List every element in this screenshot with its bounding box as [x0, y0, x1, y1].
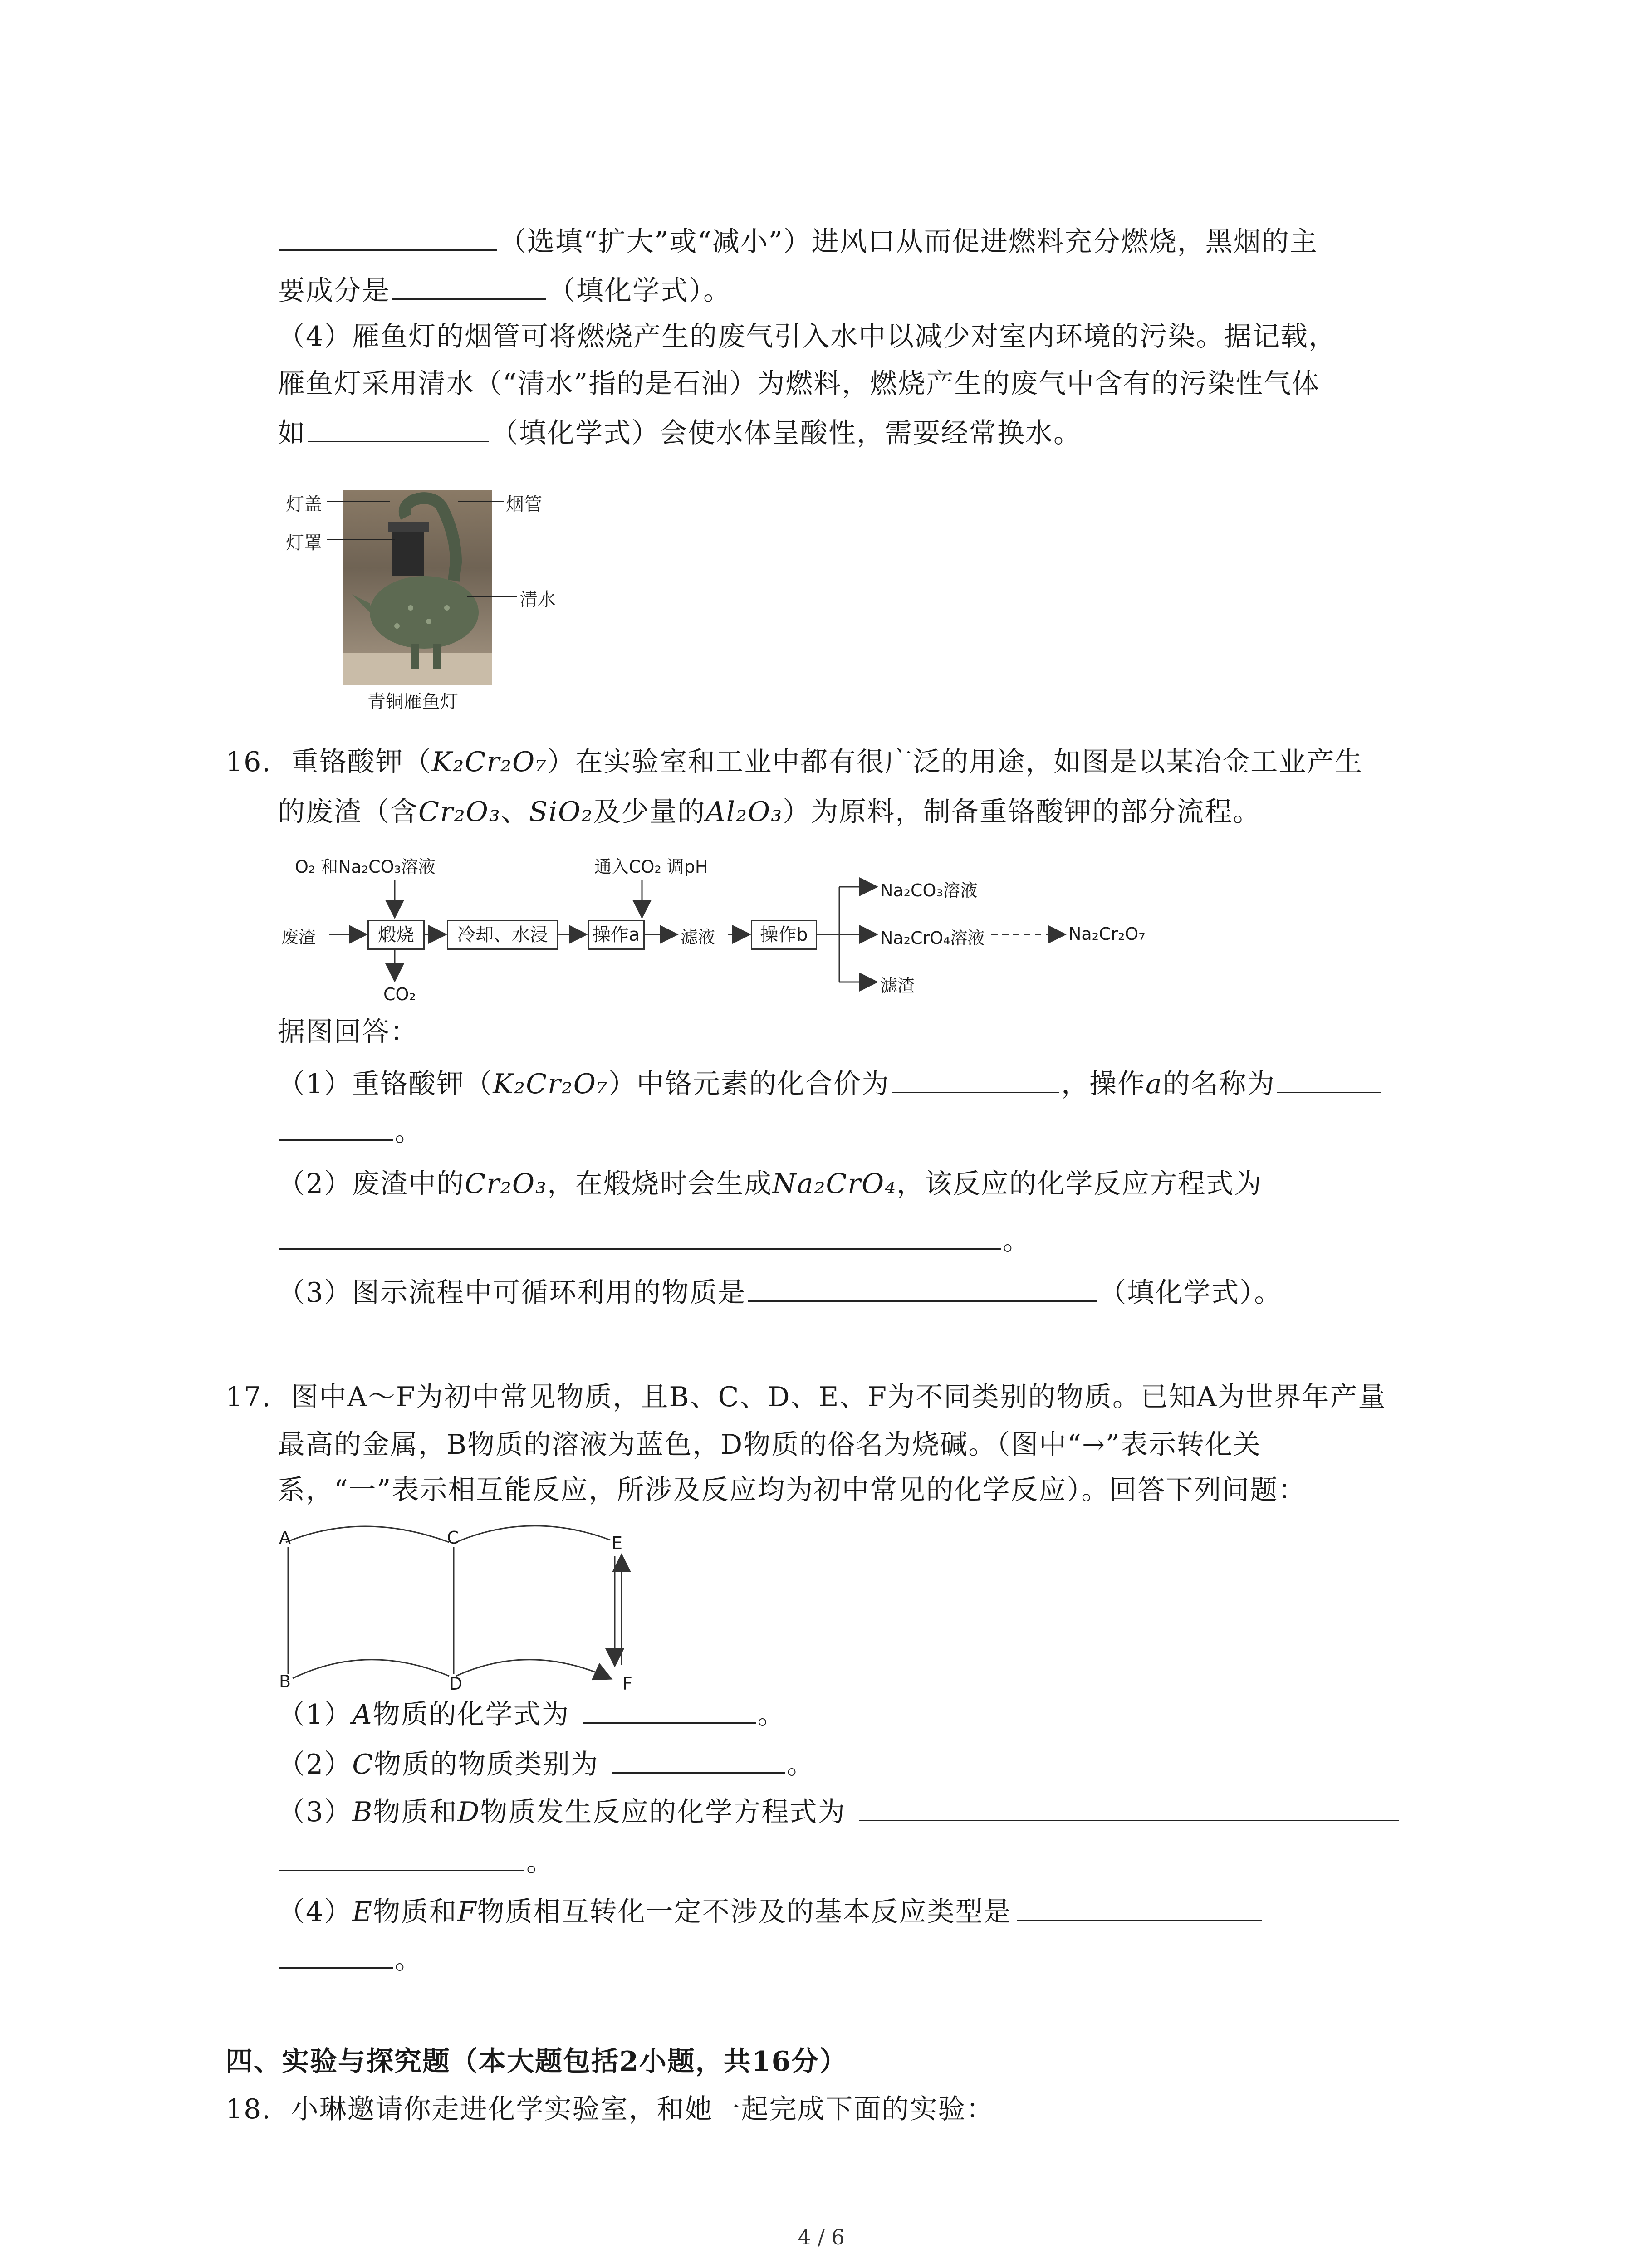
flow-step-calcine: 煅烧	[367, 920, 425, 950]
flow-input-reagents: O₂ 和Na₂CO₃溶液	[295, 857, 436, 877]
q17-part-1: （1）A物质的化学式为 。	[278, 1694, 786, 1733]
label-shade: 灯罩	[286, 533, 322, 553]
leader-line	[327, 539, 395, 540]
relation-lines	[277, 1524, 640, 1696]
q17-line-1: 17. 图中A～F为初中常见物质，且B、C、D、E、F为不同类别的物质。已知A为世界年产量	[225, 1381, 1386, 1413]
figure-caption: 青铜雁鱼灯	[367, 691, 458, 712]
q17-line-3: 系，“一”表示相互能反应，所涉及反应均为初中常见的化学反应）。回答下列问题：	[278, 1474, 1307, 1506]
q17-line-2: 最高的金属，B物质的溶液为蓝色，D物质的俗名为烧碱。（图中“→”表示转化关	[278, 1429, 1261, 1461]
q16-line-2: 的废渣（含Cr₂O₃、SiO₂及少量的Al₂O₃）为原料，制备重铬酸钾的部分流程。	[278, 796, 1261, 828]
q16-part-1-cont: 。	[278, 1111, 423, 1150]
leader-line	[467, 596, 517, 597]
answer-blank[interactable]	[279, 1842, 524, 1871]
node-e: E	[612, 1533, 623, 1553]
q17-part-3-cont: 。	[278, 1842, 554, 1880]
q15-line-2: 要成分是 （填化学式）。	[278, 270, 731, 309]
leader-line	[327, 501, 390, 502]
section-4-heading: 四、实验与探究题（本大题包括2小题，共16分）	[225, 2046, 848, 2077]
page-number: 4 / 6	[798, 2225, 845, 2249]
answer-blank[interactable]	[892, 1064, 1059, 1093]
bronze-lamp-photo	[343, 490, 492, 685]
q17-part-4: （4）E物质和F物质相互转化一定不涉及的基本反应类型是	[278, 1892, 1264, 1930]
node-a: A	[279, 1528, 291, 1548]
answer-blank[interactable]	[392, 270, 546, 300]
process-flow-diagram	[277, 853, 1184, 1016]
node-d: D	[449, 1674, 463, 1694]
answer-blank[interactable]	[612, 1744, 785, 1774]
answer-blank[interactable]	[1017, 1892, 1262, 1921]
q15-line-3: （4）雁鱼灯的烟管可将燃烧产生的废气引入水中以减少对室内环境的污染。据记载，	[278, 321, 1337, 352]
q18-line-1: 18. 小琳邀请你走进化学实验室，和她一起完成下面的实验：	[225, 2093, 994, 2125]
answer-blank[interactable]	[279, 1111, 393, 1141]
q17-part-4-cont: 。	[278, 1939, 423, 1978]
leader-line	[458, 501, 504, 502]
q17-part-2: （2）C物质的物质类别为 。	[278, 1744, 815, 1783]
answer-blank[interactable]	[859, 1792, 1399, 1821]
q16-part-1: （1）重铬酸钾（K₂Cr₂O₇）中铬元素的化合价为 ，操作a的名称为	[278, 1064, 1383, 1102]
flow-step-op-a: 操作a	[588, 920, 645, 950]
q16-part-2-cont: 。	[278, 1220, 1031, 1259]
flow-step-cool: 冷却、水浸	[447, 920, 558, 950]
node-b: B	[279, 1672, 291, 1691]
answer-blank[interactable]	[583, 1694, 756, 1724]
substance-relation-diagram	[277, 1524, 640, 1696]
flow-co2-out: CO₂	[383, 984, 416, 1004]
flow-output-final: Na₂Cr₂O₇	[1068, 924, 1146, 944]
node-f: F	[622, 1674, 632, 1694]
bronze-lamp-figure	[277, 481, 594, 712]
answer-blank[interactable]	[279, 1939, 393, 1969]
q17-part-3: （3）B物质和D物质发生反应的化学方程式为	[278, 1792, 1401, 1830]
label-water: 清水	[519, 589, 556, 610]
flow-step-op-b: 操作b	[751, 920, 817, 950]
answer-blank[interactable]	[1277, 1064, 1381, 1093]
flow-output-2: Na₂CrO₄溶液	[880, 928, 985, 948]
q16-part-3: （3）图示流程中可循环利用的物质是 （填化学式）。	[278, 1272, 1282, 1311]
label-pipe: 烟管	[506, 494, 542, 515]
flow-waste: 废渣	[281, 927, 316, 947]
answer-blank[interactable]	[748, 1272, 1097, 1302]
flow-filtrate: 滤液	[681, 927, 715, 947]
q16-line-1: 16. 重铬酸钾（K₂Cr₂O₇）在实验室和工业中都有很广泛的用途，如图是以某冶金工业产生	[225, 746, 1363, 778]
flow-output-3: 滤渣	[880, 976, 915, 996]
flow-co2-in: 通入CO₂ 调pH	[594, 857, 708, 877]
lamp-illustration	[343, 490, 492, 685]
answer-blank[interactable]	[279, 221, 497, 251]
q15-line-5: 如 （填化学式）会使水体呈酸性，需要经常换水。	[278, 413, 1082, 451]
q15-line-4: 雁鱼灯采用清水（“清水”指的是石油）为燃料，燃烧产生的废气中含有的污染性气体	[278, 368, 1320, 400]
label-lid: 灯盖	[286, 494, 322, 515]
answer-blank[interactable]	[308, 413, 489, 442]
q16-answer-intro: 据图回答：	[278, 1016, 418, 1048]
q15-line-1: （选填“扩大”或“减小”）进风口从而促进燃料充分燃烧，黑烟的主	[278, 221, 1318, 260]
q16-part-2: （2）废渣中的Cr₂O₃，在煅烧时会生成Na₂CrO₄，该反应的化学反应方程式为	[278, 1168, 1263, 1200]
flow-output-1: Na₂CO₃溶液	[880, 880, 978, 900]
node-c: C	[447, 1528, 459, 1548]
answer-blank[interactable]	[279, 1220, 1001, 1250]
